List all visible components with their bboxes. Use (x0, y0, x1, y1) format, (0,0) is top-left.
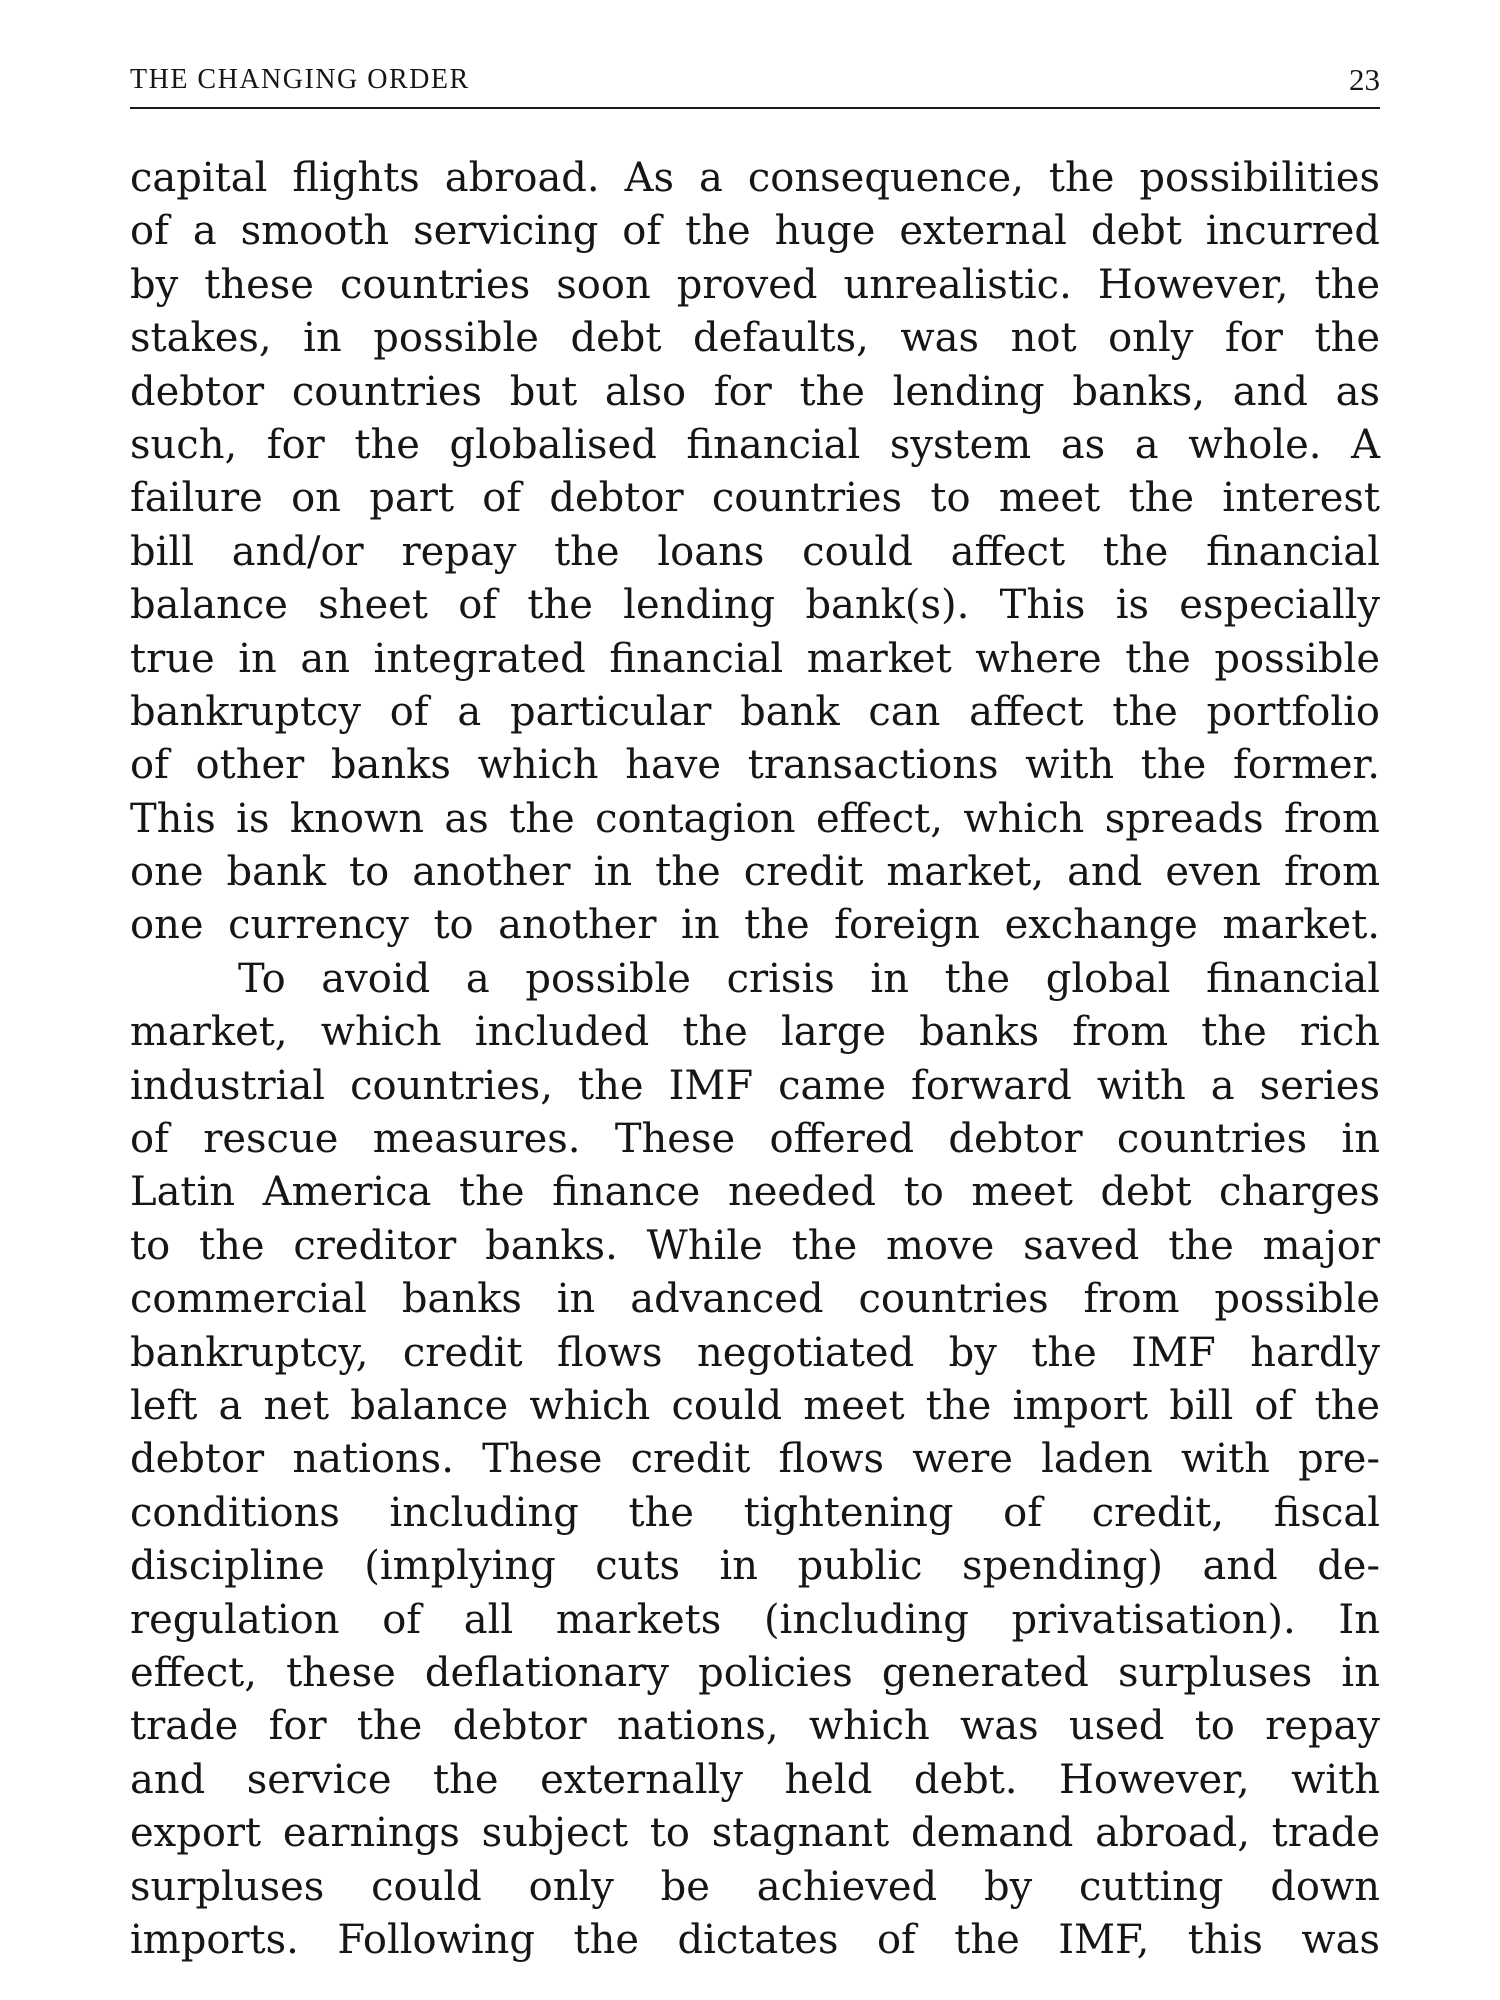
paragraph-start-line: To avoid a possible crisis in the global financial (238, 955, 1380, 1002)
text-line: of a smooth servicing of the huge external debt incurred (130, 208, 1380, 255)
text-line: market, which included the large banks from the rich (130, 1009, 1380, 1056)
text-line: imports. Following the dictates of the IMF, this was (130, 1916, 1380, 1963)
text-line: Latin America the finance needed to meet debt charges (130, 1169, 1380, 1216)
text-line: capital flights abroad. As a consequence, the possibilities (130, 155, 1380, 201)
running-header (130, 62, 1380, 102)
text-line: effect, these deflationary policies generated surpluses in (130, 1649, 1380, 1696)
running-title: THE CHANGING ORDER (130, 64, 470, 95)
text-line: bankruptcy, credit flows negotiated by the IMF hardly (130, 1329, 1380, 1376)
text-line: conditions including the tightening of credit, fiscal (130, 1489, 1380, 1536)
text-line: to the creditor banks. While the move saved the major (130, 1222, 1380, 1269)
text-line: one bank to another in the credit market, and even from (130, 849, 1380, 896)
text-line: discipline (implying cuts in public spending) and de- (130, 1543, 1380, 1590)
text-line: failure on part of debtor countries to meet the interest (130, 475, 1380, 522)
page-number: 23 (1349, 62, 1380, 97)
text-line: left a net balance which could meet the import bill of the (130, 1382, 1380, 1429)
body-text (130, 152, 1380, 1967)
text-line: This is known as the contagion effect, which spreads from (130, 795, 1380, 842)
text-line: bankruptcy of a particular bank can affect the portfolio (130, 688, 1380, 735)
text-line: regulation of all markets (including privatisation). In (130, 1596, 1380, 1643)
text-line: surpluses could only be achieved by cutting down (130, 1863, 1380, 1910)
text-line: stakes, in possible debt defaults, was not only for the (130, 315, 1380, 362)
header-rule (130, 107, 1380, 109)
text-line: by these countries soon proved unrealistic. However, the (130, 261, 1380, 308)
text-line: and service the externally held debt. However, with (130, 1756, 1380, 1803)
text-line: such, for the globalised financial system as a whole. A (130, 421, 1380, 468)
text-line: commercial banks in advanced countries from possible (130, 1276, 1380, 1323)
paragraph-end-line: one currency to another in the foreign exchange market. (130, 902, 1380, 949)
text-line: export earnings subject to stagnant demand abroad, trade (130, 1810, 1380, 1857)
text-line: of rescue measures. These offered debtor countries in (130, 1116, 1380, 1163)
text-line: true in an integrated financial market where the possible (130, 635, 1380, 682)
text-line: debtor countries but also for the lending banks, and as (130, 368, 1380, 415)
text-line: balance sheet of the lending bank(s). This is especially (130, 582, 1380, 629)
text-line: industrial countries, the IMF came forward with a series (130, 1062, 1380, 1109)
text-line: bill and/or repay the loans could affect the financial (130, 528, 1380, 575)
text-line: trade for the debtor nations, which was used to repay (130, 1703, 1380, 1750)
text-line: debtor nations. These credit flows were laden with pre- (130, 1436, 1380, 1483)
text-line: of other banks which have transactions with the former. (130, 742, 1380, 789)
